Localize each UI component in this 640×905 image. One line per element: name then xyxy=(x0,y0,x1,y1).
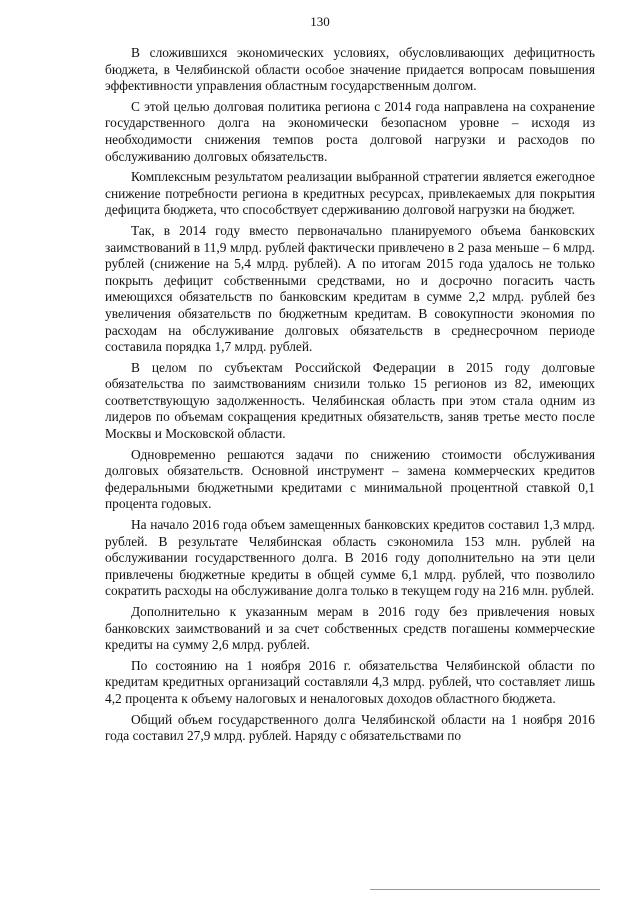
paragraph-1: В сложившихся экономических условиях, обусловливающих дефицитность бюджета, в Челябинской области особое значение придается вопросам повышения эффективности управления областным государственным долгом. xyxy=(105,45,595,94)
paragraph-7: На начало 2016 года объем замещенных банковских кредитов составил 1,3 млрд. рублей. В результате Челябинская область сэкономила 153 млн. рублей на обслуживании государственного долга. В 2016 году дополнительно на эти цели привлечены бюджетные кредиты в общей сумме 6,1 млрд. рублей, что позволило сократить расходы на обслуживание долга только в текущем году на 216 млн. рублей. xyxy=(105,517,595,599)
paragraph-3: Комплексным результатом реализации выбранной стратегии является ежегодное снижение потребности региона в кредитных ресурсах, привлекаемых для покрытия дефицита бюджета, что способствует сдерживанию долговой нагрузки на бюджет. xyxy=(105,169,595,218)
paragraph-6: Одновременно решаются задачи по снижению стоимости обслуживания долговых обязательств. Основной инструмент – замена коммерческих кредитов федеральными бюджетными кредитами с минимальной процентной ставкой 0,1 процента годовых. xyxy=(105,446,595,512)
page-number: 130 xyxy=(310,14,330,29)
paragraph-8: Дополнительно к указанным мерам в 2016 году без привлечения новых банковских заимствований и за счет собственных средств погашены коммерческие кредиты на сумму 2,6 млрд. рублей. xyxy=(105,604,595,653)
paragraph-10: Общий объем государственного долга Челябинской области на 1 ноября 2016 года составил 27,9 млрд. рублей. Наряду с обязательствами по xyxy=(105,711,595,744)
paragraph-9: По состоянию на 1 ноября 2016 г. обязательства Челябинской области по кредитам кредитных организаций составляли 4,3 млрд. рублей, что составляет лишь 4,2 процента к объему налоговых и неналоговых доходов областного бюджета. xyxy=(105,657,595,706)
paragraph-4: Так, в 2014 году вместо первоначально планируемого объема банковских заимствований в 11,9 млрд. рублей фактически привлечено в 2 раза меньше – 6 млрд. рублей (снижение на 5,4 млрд. рублей). А по итогам 2015 года удалось не только покрыть дефицит собственными средствами, но и досрочно погасить часть имеющихся обязательств по банковским кредитам в сумме 2,2 млрд. рублей без увеличения обязательств по бюджетным кредитам. В совокупности экономия по расходам на обслуживание долговых обязательств в среднесрочном периоде составила порядка 1,7 млрд. рублей. xyxy=(105,222,595,355)
footer-rule xyxy=(370,889,600,890)
paragraph-5: В целом по субъектам Российской Федерации в 2015 году долговые обязательства по заимствованиям снизили только 15 регионов из 82, имеющих соответствующую задолженность. Челябинская область при этом стала одним из лидеров по объемам сокращения кредитных обязательств, заняв третье место после Москвы и Московской области. xyxy=(105,359,595,442)
paragraph-2: С этой целью долговая политика региона с 2014 года направлена на сохранение государственного долга на экономически безопасном уровне – исходя из необходимости снижения темпов роста долговой нагрузки и расходов по обслуживанию долговых обязательств. xyxy=(105,98,595,164)
document-body xyxy=(105,45,595,749)
